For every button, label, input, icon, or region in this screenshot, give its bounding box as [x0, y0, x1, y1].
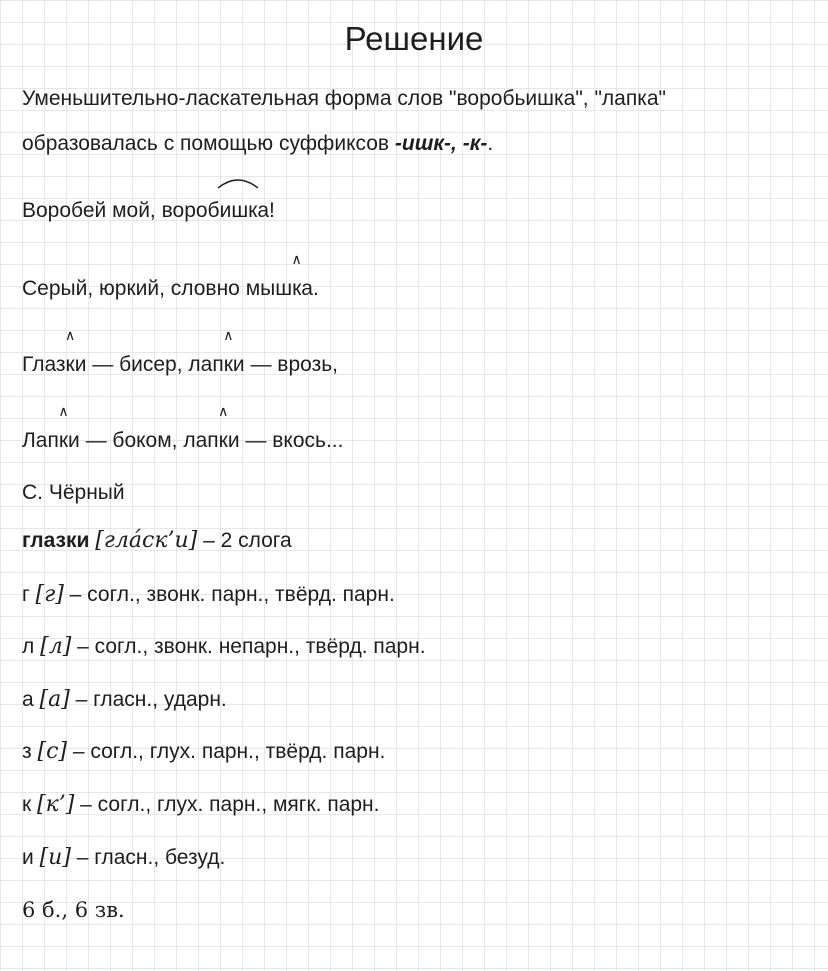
- word-heading: [22, 528, 292, 553]
- suffix-letters: к: [58, 429, 69, 452]
- poem-text: Глаз: [22, 353, 66, 376]
- suffix-k: [65, 327, 76, 377]
- sound-letter: з: [22, 740, 32, 763]
- poem-text: Лап: [22, 429, 59, 452]
- poem-text: и — бисер, лап: [74, 353, 224, 376]
- suffix-letters: к: [218, 429, 228, 452]
- sound-row: [22, 845, 225, 870]
- poem-line-3: [22, 327, 338, 377]
- sound-letter: а: [22, 688, 34, 711]
- suffix-letters: к: [292, 277, 302, 300]
- intro-end: .: [487, 132, 494, 155]
- suffix-caret-icon: ∧: [58, 403, 69, 419]
- suffix-k: [291, 251, 302, 301]
- page-title: Решение: [344, 20, 484, 57]
- suffix-list: -ишк-, -к-: [394, 132, 488, 155]
- poem-author: С. Чёрный: [22, 481, 125, 504]
- suffix-caret-icon: ∧: [218, 403, 229, 419]
- sound-row: [22, 687, 227, 712]
- suffix-k: [218, 403, 229, 453]
- suffix-k: [58, 403, 69, 453]
- suffix-letters: ишк: [219, 199, 258, 222]
- suffix-arc-icon: [217, 176, 259, 190]
- sound-description: – согл., звонк. непарн., твёрд. парн.: [71, 635, 426, 658]
- sound-description: – гласн., безуд.: [70, 846, 226, 869]
- poem-text: Серый, юркий, словно мыш: [22, 277, 293, 300]
- sound-transcription: [а]: [39, 687, 70, 712]
- suffix-ishk: [220, 199, 258, 223]
- poem-text: а!: [257, 199, 275, 222]
- sound-transcription: [и]: [39, 845, 71, 870]
- suffix-caret-icon: ∧: [65, 327, 76, 343]
- poem-text: а.: [301, 277, 319, 300]
- sound-description: – гласн., ударн.: [69, 688, 227, 711]
- intro-text-2: образовалась с помощью суффиксов: [22, 132, 395, 155]
- sound-row: [22, 792, 379, 817]
- sound-row: [22, 634, 426, 659]
- poem-text: и — вкось...: [227, 429, 344, 452]
- sound-description: – согл., глух. парн., твёрд. парн.: [66, 740, 386, 763]
- summary: 6 б., 6 зв.: [22, 898, 125, 922]
- sound-row: [22, 582, 395, 607]
- suffix-letters: к: [223, 353, 233, 376]
- intro-line-2: [22, 132, 493, 156]
- suffix-caret-icon: ∧: [291, 251, 302, 267]
- poem-text: и — врозь,: [232, 353, 338, 376]
- sound-row: [22, 739, 385, 764]
- sound-description: – согл., глух. парн., мягк. парн.: [74, 793, 380, 816]
- sound-letter: г: [22, 583, 30, 606]
- intro-text-1: Уменьшительно-ласкательная форма слов "воробьишка", "лапка": [22, 87, 666, 110]
- syllable-count: – 2 слога: [197, 529, 292, 552]
- poem-line-4: [22, 403, 344, 453]
- intro-line-1: [22, 87, 666, 111]
- sound-letter: к: [22, 793, 32, 816]
- sound-transcription: [л]: [40, 634, 72, 659]
- poem-text: Воробей мой, вороб: [22, 199, 220, 222]
- poem-line-1: [22, 199, 275, 223]
- sound-letter: л: [22, 635, 35, 658]
- poem-line-2: [22, 251, 319, 301]
- sound-transcription: [к’]: [37, 792, 75, 817]
- suffix-caret-icon: ∧: [223, 327, 234, 343]
- poem-text: и — боком, лап: [68, 429, 219, 452]
- analysis-word: глазки: [22, 529, 90, 552]
- sound-letter: и: [22, 846, 34, 869]
- sound-transcription: [г]: [35, 582, 64, 607]
- sound-transcription: [с]: [37, 739, 67, 764]
- suffix-k: [223, 327, 234, 377]
- word-transcription: [гла́ск’и]: [95, 528, 198, 553]
- suffix-letters: к: [65, 353, 75, 376]
- sound-description: – согл., звонк. парн., твёрд. парн.: [63, 583, 395, 606]
